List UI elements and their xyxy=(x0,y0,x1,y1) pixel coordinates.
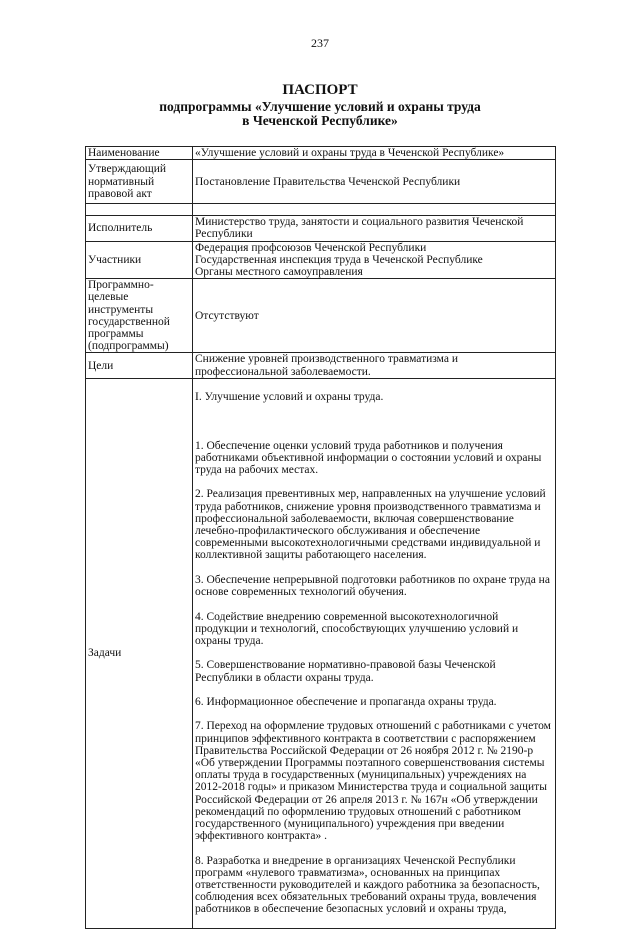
empty-cell-right xyxy=(193,204,556,216)
empty-cell-left xyxy=(86,204,193,216)
page-number: 237 xyxy=(311,36,329,50)
task-item: 6. Информационное обеспечение и пропаганда охраны труда. xyxy=(195,695,497,708)
task-item: 8. Разработка и внедрение в организациях Чеченской Республики программ «нулевого травматизма», основанных на принципах ответственности руководителей и каждого работника за безопасность, соблюдения всех обязательных требований охраны труда, вовлечения работников в обеспечение безопасных условий и охраны труда, xyxy=(195,854,540,916)
subtitle-line-1: подпрограммы «Улучшение условий и охраны труда xyxy=(159,99,481,114)
instruments-label: Программно-целевые инструменты государственной программы (подпрограммы) xyxy=(86,279,193,353)
task-item: 1. Обеспечение оценки условий труда работников и получения работниками объективной информации о состоянии условий и охраны труда на рабочих местах. xyxy=(195,439,542,477)
executor-label: Исполнитель xyxy=(86,216,193,241)
goals-label: Цели xyxy=(86,353,193,378)
passport-table xyxy=(85,146,556,929)
goals-value: Снижение уровней производственного травматизма и профессиональной заболеваемости. xyxy=(193,353,556,378)
table-row-participants xyxy=(86,241,556,279)
page-title: ПАСПОРТ xyxy=(282,82,358,98)
participants-value xyxy=(193,241,556,279)
name-value: «Улучшение условий и охраны труда в Чеченской Республике» xyxy=(193,147,556,160)
subtitle-line-2: в Чеченской Республике» xyxy=(242,113,398,128)
name-label: Наименование xyxy=(86,147,193,160)
participants-label: Участники xyxy=(86,241,193,279)
task-item: 5. Совершенствование нормативно-правовой базы Чеченской Республики в области охраны труда. xyxy=(195,659,496,684)
instruments-value: Отсутствуют xyxy=(193,279,556,353)
task-item: 2. Реализация превентивных мер, направленных на улучшение условий труда работников, снижение уровня производственного травматизма и профессиональной заболеваемости, включая совершенствование лечебно-профилактического обслуживания и обеспечение современными высокотехнологичными средствами индивидуальной и коллективной защиты работающего населения. xyxy=(195,488,546,562)
participant-item: Федерация профсоюзов Чеченской Республики xyxy=(195,241,427,254)
table-row-goals xyxy=(86,353,556,378)
act-value: Постановление Правительства Чеченской Республики xyxy=(193,160,556,204)
tasks-label: Задачи xyxy=(86,378,193,928)
task-item: 7. Переход на оформление трудовых отношений с работниками с учетом принципов эффективного контракта в соответствии с распоряжением Правительства Российской Федерации от 26 ноября 2012 г. № 2190-р «Об утверждении Программы поэтапного совершенствования системы оплаты труда в государственных (муниципальных) учреждениях на 2012-2018 годы» и приказом Министерства труда и социальной защиты Российской Федерации от 26 апреля 2013 г. № 167н «Об утверждении рекомендаций по оформлению трудовых отношений с работником государственного (муниципального) учреждения при введении эффективного контракта» . xyxy=(195,720,551,843)
table-row-empty xyxy=(86,204,556,216)
tasks-value xyxy=(193,378,556,928)
executor-value: Министерство труда, занятости и социального развития Чеченской Республики xyxy=(193,216,556,241)
task-item: 4. Содействие внедрению современной высокотехнологичной продукции и технологий, способствующих улучшению условий и охраны труда. xyxy=(195,610,519,647)
tasks-heading: I. Улучшение условий и охраны труда. xyxy=(195,391,384,404)
table-row-act xyxy=(86,160,556,204)
act-label: Утверждающий нормативный правовой акт xyxy=(86,160,193,204)
table-row-tasks xyxy=(86,378,556,928)
participant-item: Органы местного самоуправления xyxy=(195,266,363,279)
table-row-executor xyxy=(86,216,556,241)
page-subtitle xyxy=(0,100,640,128)
table-row-name xyxy=(86,147,556,160)
table-row-instruments xyxy=(86,279,556,353)
task-item: 3. Обеспечение непрерывной подготовки работников по охране труда на основе современных технологий обучения. xyxy=(195,573,550,599)
participant-item: Государственная инспекция труда в Чеченской Республике xyxy=(195,253,483,266)
